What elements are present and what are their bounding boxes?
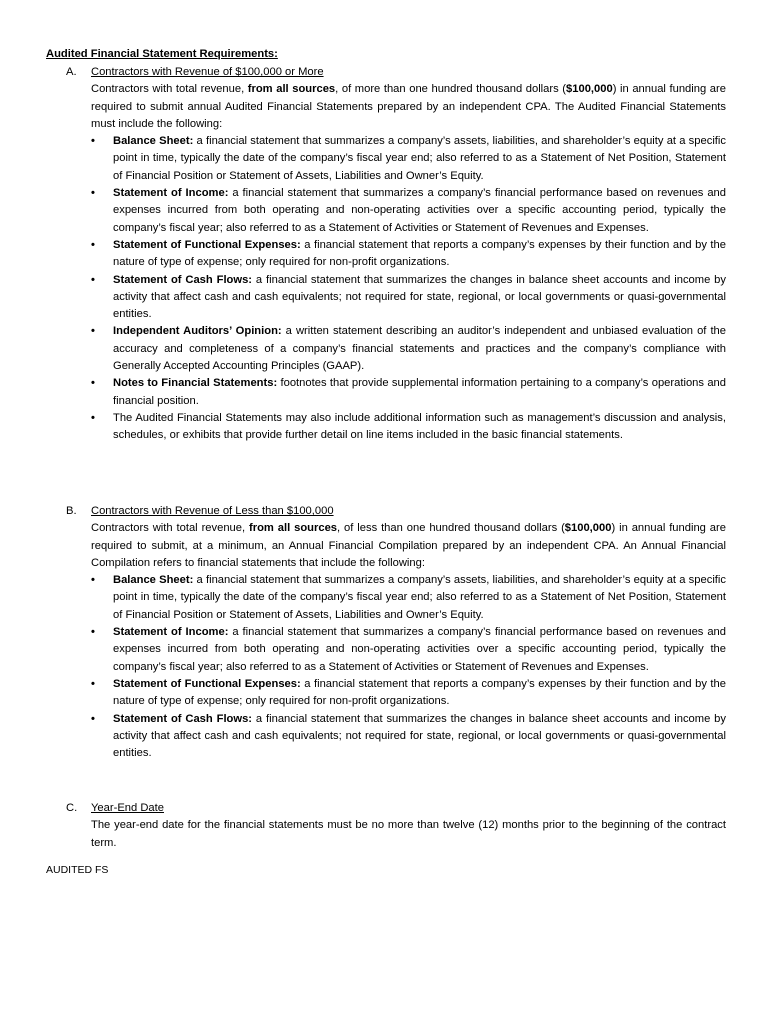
section-a-header [46,64,726,81]
bullet-term: Independent Auditors’ Opinion: [113,325,282,338]
bullet-icon: • [91,325,95,338]
section-b-heading: Contractors with Revenue of Less than $100,000 [91,505,334,517]
bullet-text: a written statement describing an auditor’s independent and unbiased evaluation of the accuracy and completeness of a company’s financial statements and practices and the company’s compliance with Generally Accepted Accounting Principles (GAAP). [113,325,726,373]
bullet-term: Statement of Cash Flows: [113,712,253,725]
bullet-term: Statement of Income: [113,187,229,200]
list-item [91,237,726,272]
intro-text: ) in annual funding are required to submit annual Audited Financial Statements prepared by an independent CPA. The Audited Financial Statements must include the following: [91,83,726,130]
list-item [91,375,726,410]
bullet-icon: • [91,712,95,725]
bullet-term: Notes to Financial Statements: [113,377,278,390]
list-item [91,185,726,237]
section-b-header [46,503,726,520]
intro-bold-text: from all sources [247,83,336,96]
section-b-bullet-list [91,572,726,762]
bullet-text: a financial statement that summarizes a company’s financial performance based on revenues and expenses incurred from both operating and non-operating activities over a specific accounting period, typically the company’s fiscal year; also referred to as a Statement of Activities or Statement of Revenues and Expenses. [113,187,727,234]
intro-bold-amount: $100,000 [564,522,612,535]
section-a [46,64,726,445]
bullet-text: a financial statement that reports a company’s expenses by their function and by the nature of type of expense; only required for non-profit organizations. [113,238,726,269]
footer-label: AUDITED FS [46,864,109,876]
intro-text: ) in annual funding are required to submit, at a minimum, an Annual Financial Compilation prepared by an independent CPA. An Annual Financial Compilation refers to financial statements that include the following: [91,522,726,569]
section-a-bullet-list [91,133,726,444]
bullet-icon: • [91,135,95,148]
bullet-text: a financial statement that summarizes a company’s assets, liabilities, and shareholder’s equity at a specific point in time, typically the date of the company’s fiscal year end; also referred to as a Statement of Net Position, Statement of Financial Position or Statement of Assets, Liabilities and Owner’s Equity. [113,135,726,182]
section-c-heading: Year-End Date [91,802,164,814]
bullet-term: Balance Sheet: [113,135,194,148]
bullet-icon: • [91,187,95,200]
bullet-icon: • [91,574,95,587]
bullet-icon: • [91,411,95,424]
intro-text: , of less than one hundred thousand dollars ( [337,522,565,535]
bullet-icon: • [91,626,95,639]
bullet-term: Statement of Functional Expenses: [113,677,301,690]
intro-text: Contractors with total revenue, [91,522,250,535]
bullet-text: The Audited Financial Statements may also include additional information such as management’s discussion and analysis, schedules, or exhibits that provide further detail on line items included in the basic financial statements. [113,411,726,442]
bullet-icon: • [91,677,95,690]
section-c [46,800,726,852]
intro-bold-text: from all sources [249,522,338,535]
section-a-intro [91,81,726,133]
bullet-text: a financial statement that reports a company’s expenses by their function and by the nature of type of expense; only required for non-profit organizations. [113,677,726,708]
bullet-term: Statement of Cash Flows: [113,273,253,286]
bullet-text: footnotes that provide supplemental information pertaining to a company’s operations and financial position. [113,377,726,407]
bullet-text: a financial statement that summarizes the changes in balance sheet accounts and income by activity that affect cash and cash equivalents; not required for state, regional, or local governments or quasi-governmental entities. [113,712,726,760]
bullet-term: Statement of Income: [113,626,229,639]
bullet-icon: • [91,377,95,390]
section-a-heading: Contractors with Revenue of $100,000 or More [91,66,324,78]
section-c-letter: C. [66,802,78,814]
bullet-term: Balance Sheet: [113,574,194,587]
intro-text: , of more than one hundred thousand dollars ( [335,83,567,96]
list-item [91,323,726,375]
list-item [91,676,726,711]
bullet-icon: • [91,273,95,286]
bullet-text: a financial statement that summarizes a company’s assets, liabilities, and shareholder’s equity at a specific point in time, typically the date of the company’s fiscal year end; also referred to as a Statement of Net Position, Statement of Financial Position or Statement of Assets, Liabilities and Owner’s Equity. [113,574,726,621]
list-item [91,624,726,676]
section-b-letter: B. [66,505,77,517]
list-item [91,711,726,763]
list-item [91,133,726,185]
intro-text: Contractors with total revenue, [91,83,248,96]
list-item [91,272,726,324]
intro-bold-amount: $100,000 [566,83,613,96]
bullet-text: a financial statement that summarizes a company’s financial performance based on revenues and expenses incurred from both operating and non-operating activities over a specific accounting period, typically the company’s fiscal year; also referred to as a Statement of Activities or Statement of Revenues and Expenses. [113,626,727,673]
list-item [91,410,726,445]
section-c-text: The year-end date for the financial statements must be no more than twelve (12) months prior to the beginning of the contract term. [91,819,726,849]
bullet-text: a financial statement that summarizes the changes in balance sheet accounts and income by activity that affect cash and cash equivalents; not required for state, regional, or local governments or quasi-governmental entities. [113,273,726,321]
document-title: Audited Financial Statement Requirements: [46,48,278,60]
section-b-intro [91,520,726,572]
list-item [91,572,726,624]
bullet-term: Statement of Functional Expenses: [113,238,301,251]
section-b [46,503,726,762]
section-a-letter: A. [66,66,77,78]
section-c-header [46,800,726,817]
bullet-icon: • [91,238,95,251]
